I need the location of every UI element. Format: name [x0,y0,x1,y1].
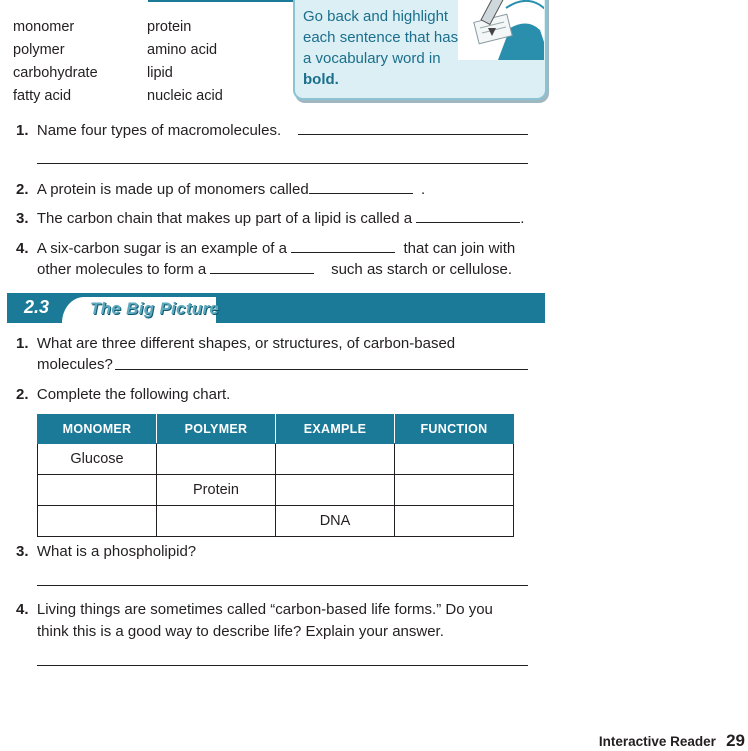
vocab-column-2 [147,16,223,108]
chart-header: MONOMER [38,415,157,444]
question-b3: 3. What is a phospholipid? [16,543,197,560]
page-footer [599,731,745,751]
chart-cell: DNA [276,506,395,537]
answer-line[interactable] [37,585,528,586]
top-strip [238,0,293,2]
answer-line[interactable] [115,369,528,370]
chart-header: EXAMPLE [276,415,395,444]
top-strip [148,0,238,2]
question-b1: 1. What are three different shapes, or structures, of carbon-based [16,335,456,352]
question-b4-line2: think this is a good way to describe life? Explain your answer. [37,623,444,640]
question-a4-line2: other molecules to form a such as starch or cellulose. [37,261,513,278]
chart-cell[interactable] [38,475,157,506]
chart-row [38,475,514,506]
answer-line[interactable] [298,134,528,135]
chart-row [38,506,514,537]
vocab-word: protein [147,19,192,35]
chart-cell[interactable] [395,475,514,506]
chart-cell[interactable] [157,444,276,475]
callout-text: Go back and highlight each sentence that has a vocabulary word in bold. [303,8,459,88]
section-title: The Big Picture [90,299,220,318]
question-b2: 2. Complete the following chart. [16,386,231,403]
chart-cell[interactable] [276,444,395,475]
vocab-word: amino acid [147,42,218,58]
fill-in-blank[interactable] [291,238,395,253]
chart-header: FUNCTION [395,415,514,444]
chart-cell: Protein [157,475,276,506]
question-a1: 1. Name four types of macromolecules. [16,122,282,139]
fill-in-blank[interactable] [416,208,520,223]
chart-cell[interactable] [395,506,514,537]
answer-line[interactable] [37,163,528,164]
highlighter-icon [458,0,544,60]
question-a2: 2. A protein is made up of monomers called . [16,181,426,198]
vocab-column-1 [13,16,98,108]
macromolecule-chart [37,414,514,537]
chart-cell[interactable] [395,444,514,475]
vocab-word: monomer [13,19,75,35]
vocab-word: nucleic acid [147,88,223,104]
chart-header: POLYMER [157,415,276,444]
section-number: 2.3 [24,297,50,317]
chart-cell: Glucose [38,444,157,475]
question-b4: 4. Living things are sometimes called “carbon-based life forms.” Do you [16,601,493,618]
callout-bold-word: bold. [303,71,339,88]
answer-line[interactable] [37,665,528,666]
footer-label: Interactive Reader [598,734,716,749]
fill-in-blank[interactable] [309,179,413,194]
chart-cell[interactable] [157,506,276,537]
fill-in-blank[interactable] [210,259,314,274]
vocab-word: fatty acid [13,88,72,104]
chart-cell[interactable] [276,475,395,506]
question-b1-line2: molecules? [37,356,113,373]
vocab-word: carbohydrate [13,65,98,81]
vocab-word: lipid [147,65,173,81]
chart-row [38,444,514,475]
chart-header-row [38,415,514,444]
chart-cell[interactable] [38,506,157,537]
question-a4: 4. A six-carbon sugar is an example of a that can join with [16,240,516,257]
vocab-word: polymer [13,42,65,58]
question-a3: 3. The carbon chain that makes up part of a lipid is called a . [16,210,525,227]
page-number: 29 [726,731,745,750]
